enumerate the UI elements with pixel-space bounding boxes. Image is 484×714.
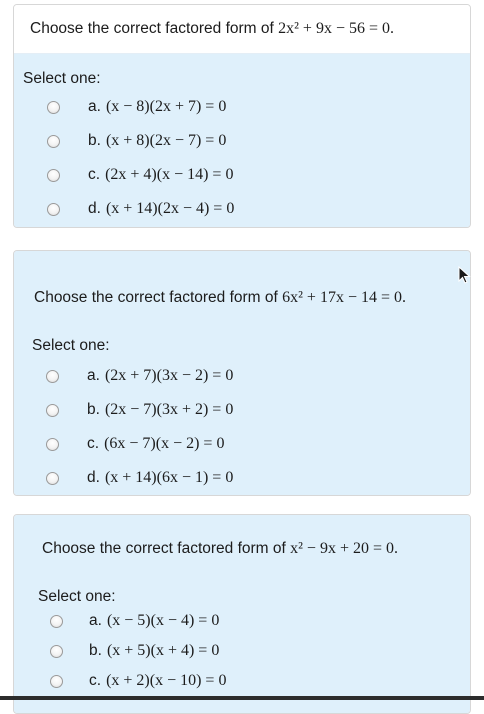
option-expression: (x − 8)(2x + 7) = 0 <box>105 98 227 115</box>
radio-button-icon[interactable] <box>46 370 59 383</box>
mouse-pointer-icon <box>458 266 472 284</box>
option-letter: c. <box>87 435 100 452</box>
option-letter: b. <box>89 642 102 659</box>
option-expression: (x + 8)(2x − 7) = 0 <box>105 132 227 149</box>
question-1-answer-panel <box>14 53 470 228</box>
question-1-header <box>14 5 470 53</box>
question-1 <box>13 4 471 228</box>
question-2-select-label: Select one: <box>32 337 110 354</box>
question-1-option-b[interactable] <box>47 124 470 158</box>
option-expression: (x + 14)(2x − 4) = 0 <box>105 200 235 217</box>
question-1-prompt-text: Choose the correct factored form of <box>30 20 279 37</box>
question-2 <box>13 250 471 496</box>
question-3-equation: x² − 9x + 20 = 0. <box>290 540 398 557</box>
question-2-option-b[interactable] <box>46 393 470 427</box>
option-expression: (2x + 4)(x − 14) = 0 <box>105 166 234 183</box>
option-expression: (x − 5)(x − 4) = 0 <box>106 612 220 629</box>
radio-button-icon[interactable] <box>46 438 59 451</box>
radio-button-icon[interactable] <box>46 404 59 417</box>
question-2-option-c[interactable] <box>46 427 470 461</box>
option-expression: (x + 5)(x + 4) = 0 <box>106 642 220 659</box>
question-3 <box>13 514 471 714</box>
question-1-option-d[interactable] <box>47 192 470 226</box>
question-3-option-b[interactable] <box>50 636 470 666</box>
question-1-select-label: Select one: <box>23 70 101 87</box>
question-3-prompt <box>42 540 470 558</box>
option-letter: d. <box>88 200 101 217</box>
radio-button-icon[interactable] <box>50 645 63 658</box>
radio-button-icon[interactable] <box>46 472 59 485</box>
question-2-option-a[interactable] <box>46 359 470 393</box>
radio-button-icon[interactable] <box>47 135 60 148</box>
option-letter: a. <box>87 367 100 384</box>
option-expression: (x + 14)(6x − 1) = 0 <box>104 469 234 486</box>
question-1-equation: 2x² + 9x − 56 = 0. <box>278 20 394 37</box>
option-expression: (x + 2)(x − 10) = 0 <box>106 672 227 689</box>
option-letter: a. <box>89 612 102 629</box>
radio-button-icon[interactable] <box>50 615 63 628</box>
radio-button-icon[interactable] <box>47 169 60 182</box>
option-letter: c. <box>88 166 101 183</box>
window-bottom-edge <box>0 696 484 700</box>
option-letter: a. <box>88 98 101 115</box>
option-letter: c. <box>89 672 102 689</box>
question-3-option-c[interactable] <box>50 666 470 696</box>
question-2-prompt-text: Choose the correct factored form of <box>34 289 283 306</box>
option-expression: (2x − 7)(3x + 2) = 0 <box>104 401 234 418</box>
option-expression: (6x − 7)(x − 2) = 0 <box>104 435 225 452</box>
question-2-option-d[interactable] <box>46 461 470 495</box>
radio-button-icon[interactable] <box>50 675 63 688</box>
option-letter: d. <box>87 469 100 486</box>
question-2-answer-panel <box>14 251 470 496</box>
question-3-prompt-text: Choose the correct factored form of <box>42 540 291 557</box>
question-3-option-a[interactable] <box>50 606 470 636</box>
question-1-prompt <box>30 20 394 38</box>
question-3-answer-panel <box>14 515 470 714</box>
option-letter: b. <box>87 401 100 418</box>
question-2-prompt <box>34 289 470 307</box>
radio-button-icon[interactable] <box>47 203 60 216</box>
question-3-select-label: Select one: <box>38 588 116 605</box>
option-expression: (2x + 7)(3x − 2) = 0 <box>104 367 234 384</box>
question-2-equation: 6x² + 17x − 14 = 0. <box>282 289 406 306</box>
option-letter: b. <box>88 132 101 149</box>
question-1-option-a[interactable] <box>47 90 470 124</box>
question-1-option-c[interactable] <box>47 158 470 192</box>
radio-button-icon[interactable] <box>47 101 60 114</box>
